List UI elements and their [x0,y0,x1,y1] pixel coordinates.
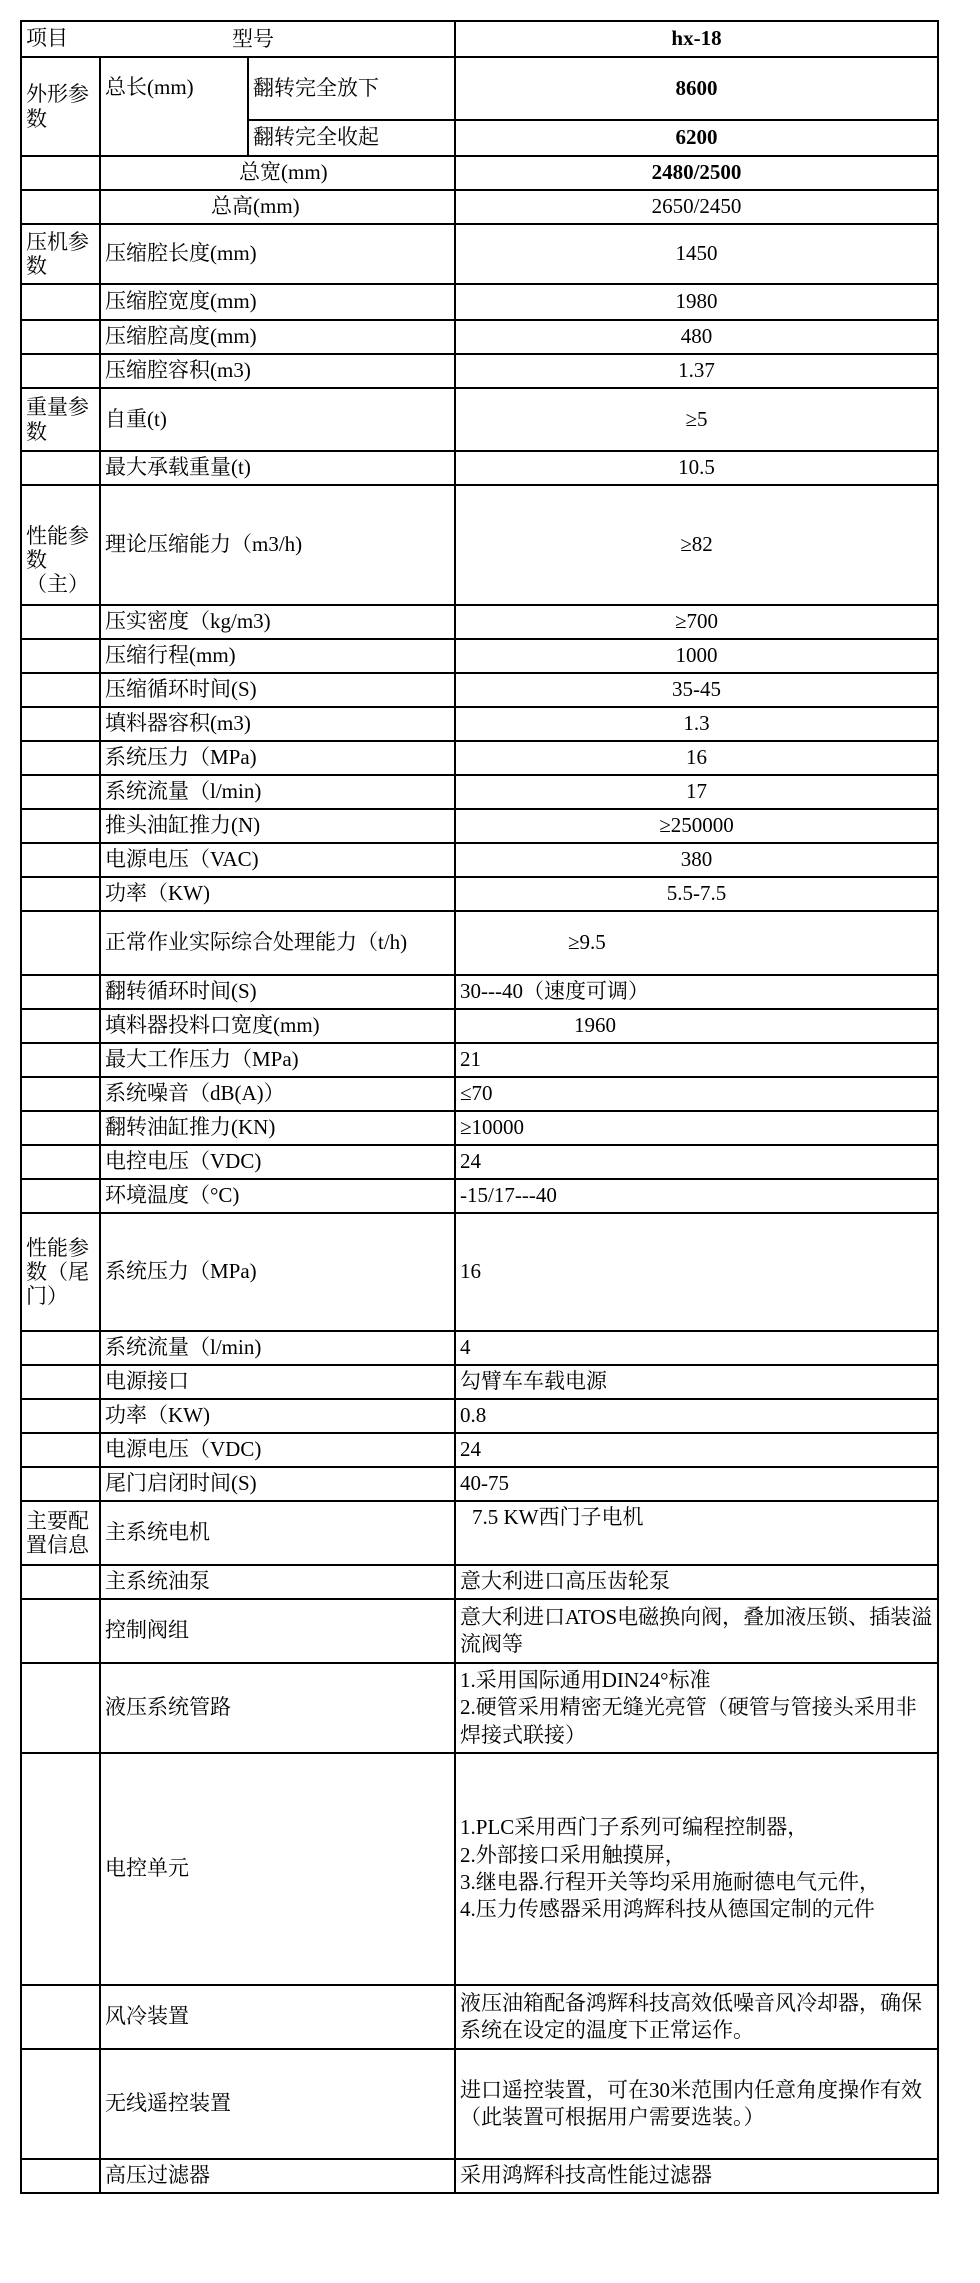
row-value: ≥250000 [455,809,938,843]
table-row [21,2159,938,2193]
row-label: 翻转循环时间(S) [100,975,455,1009]
row-label: 理论压缩能力（m3/h) [100,485,455,605]
row-label: 最大承载重量(t) [100,451,455,485]
row-value: ≥82 [455,485,938,605]
control-value [455,1753,938,1985]
row-label: 压缩腔容积(m3) [100,354,455,388]
capacity-value: ≥9.5 [455,911,938,975]
row-value: 1980 [455,284,938,320]
table-row [21,1145,938,1179]
row-label: 电控电压（VDC) [100,1145,455,1179]
category-performance-main: 性能参数（主） [21,485,100,605]
row-value: 1960 [455,1009,938,1043]
row-value: ≥10000 [455,1111,938,1145]
motor-label: 主系统电机 [100,1501,455,1565]
row-label: 电源接口 [100,1365,455,1399]
table-row [21,1565,938,1599]
row-label: 环境温度（°C) [100,1179,455,1213]
control-line: 1.PLC采用西门子系列可编程控制器， [460,1815,809,1840]
control-line: 4.压力传感器采用鸿辉科技从德国定制的元件 [460,1897,875,1922]
row-label: 压缩腔宽度(mm) [100,284,455,320]
row-label: 电源电压（VAC) [100,843,455,877]
table-row [21,1331,938,1365]
remote-label: 无线遥控装置 [100,2049,455,2159]
row-label: 自重(t) [100,388,455,451]
row-label: 压缩腔高度(mm) [100,320,455,354]
header-item-label: 项目 [26,26,68,51]
capacity-label: 正常作业实际综合处理能力（t/h) [100,911,455,975]
row-value: 10.5 [455,451,938,485]
table-row [21,388,938,451]
table-row [21,809,938,843]
row-value: 16 [455,1213,938,1331]
row-label: 填料器容积(m3) [100,707,455,741]
row-value: 0.8 [455,1399,938,1433]
motor-value: 7.5 KW西门子电机 [455,1501,938,1565]
row-label: 压缩循环时间(S) [100,673,455,707]
cooling-value: 液压油箱配备鸿辉科技高效低噪音风冷却器，确保系统在设定的温度下正常运作。 [455,1985,938,2049]
row-value: ≥700 [455,605,938,639]
row-label: 压缩腔长度(mm) [100,224,455,284]
hydraulic-line: 2.硬管采用精密无缝光亮管（硬管与管接头采用非焊接式联接） [460,1695,917,1747]
row-label: 压缩行程(mm) [100,639,455,673]
filter-label: 高压过滤器 [100,2159,455,2193]
valve-label: 控制阀组 [100,1599,455,1663]
row-value: -15/17---40 [455,1179,938,1213]
table-row [21,57,938,120]
table-row [21,156,938,190]
row-label: 电源电压（VDC) [100,1433,455,1467]
row-value: ≤70 [455,1077,938,1111]
table-row [21,1467,938,1501]
row-value: 35-45 [455,673,938,707]
category-performance-tail: 性能参数（尾门） [21,1213,100,1331]
width-value: 2480/2500 [455,156,938,190]
table-row [21,1111,938,1145]
row-value: 21 [455,1043,938,1077]
row-value: 40-75 [455,1467,938,1501]
pump-label: 主系统油泵 [100,1565,455,1599]
row-value: 17 [455,775,938,809]
table-row [21,1213,938,1331]
filter-value: 采用鸿辉科技高性能过滤器 [455,2159,938,2193]
row-value: ≥5 [455,388,938,451]
table-row [21,1043,938,1077]
table-row [21,451,938,485]
table-row [21,1399,938,1433]
row-value: 1450 [455,224,938,284]
table-row [21,843,938,877]
table-row [21,485,938,605]
header-item-cell [21,21,455,57]
table-row [21,320,938,354]
table-row [21,707,938,741]
remote-value: 进口遥控装置，可在30米范围内任意角度操作有效（此装置可根据用户需要选装。） [455,2049,938,2159]
header-model-value: hx-18 [455,21,938,57]
table-row [21,354,938,388]
row-label: 最大工作压力（MPa) [100,1043,455,1077]
row-value: 24 [455,1433,938,1467]
table-row [21,911,938,975]
table-row [21,975,938,1009]
table-row [21,1501,938,1565]
header-row [21,21,938,57]
flip-down-value: 8600 [455,57,938,120]
table-row [21,2049,938,2159]
row-label: 系统压力（MPa) [100,1213,455,1331]
row-value: 5.5-7.5 [455,877,938,911]
flip-up-value: 6200 [455,120,938,156]
row-label: 功率（KW) [100,877,455,911]
table-row [21,190,938,224]
width-label: 总宽(mm) [100,156,455,190]
category-weight: 重量参数 [21,388,100,451]
control-line: 3.继电器.行程开关等均采用施耐德电气元件， [460,1870,881,1894]
control-label: 电控单元 [100,1753,455,1985]
table-row [21,1077,938,1111]
row-value: 30---40（速度可调） [455,975,938,1009]
row-label: 系统流量（l/min) [100,1331,455,1365]
table-row [21,1599,938,1663]
spec-table [20,20,939,2194]
hydraulic-label: 液压系统管路 [100,1663,455,1753]
row-label: 系统压力（MPa) [100,741,455,775]
row-value: 24 [455,1145,938,1179]
table-row [21,284,938,320]
category-config: 主要配置信息 [21,1501,100,1565]
cooling-label: 风冷装置 [100,1985,455,2049]
table-row [21,775,938,809]
table-row [21,1985,938,2049]
table-row [21,1433,938,1467]
row-value: 1.3 [455,707,938,741]
row-label: 尾门启闭时间(S) [100,1467,455,1501]
category-dimensions: 外形参数 [21,57,100,156]
row-value: 16 [455,741,938,775]
hydraulic-line: 1.采用国际通用DIN24°标准 [460,1668,711,1693]
table-row [21,1365,938,1399]
control-line: 2.外部接口采用触摸屏， [460,1842,686,1867]
table-row [21,1663,938,1753]
table-row [21,224,938,284]
row-label: 翻转油缸推力(KN) [100,1111,455,1145]
flip-down-label: 翻转完全放下 [248,57,455,120]
header-model-label: 型号 [232,27,274,51]
row-value: 380 [455,843,938,877]
table-row [21,673,938,707]
row-value: 勾臂车车载电源 [455,1365,938,1399]
table-row [21,639,938,673]
row-value: 480 [455,320,938,354]
row-value: 1.37 [455,354,938,388]
row-label: 系统流量（l/min) [100,775,455,809]
height-label: 总高(mm) [100,190,455,224]
flip-up-label: 翻转完全收起 [248,120,455,156]
row-value: 4 [455,1331,938,1365]
table-row [21,605,938,639]
row-value: 1000 [455,639,938,673]
table-row [21,741,938,775]
table-row [21,1753,938,1985]
row-label: 功率（KW) [100,1399,455,1433]
table-row [21,1009,938,1043]
length-label: 总长(mm) [100,57,248,156]
table-row [21,877,938,911]
table-row [21,1179,938,1213]
hydraulic-value [455,1663,938,1753]
row-label: 推头油缸推力(N) [100,809,455,843]
row-label: 填料器投料口宽度(mm) [100,1009,455,1043]
row-label: 压实密度（kg/m3) [100,605,455,639]
valve-value: 意大利进口ATOS电磁换向阀，叠加液压锁、插装溢流阀等 [455,1599,938,1663]
category-compressor: 压机参数 [21,224,100,284]
height-value: 2650/2450 [455,190,938,224]
row-label: 系统噪音（dB(A)） [100,1077,455,1111]
pump-value: 意大利进口高压齿轮泵 [455,1565,938,1599]
